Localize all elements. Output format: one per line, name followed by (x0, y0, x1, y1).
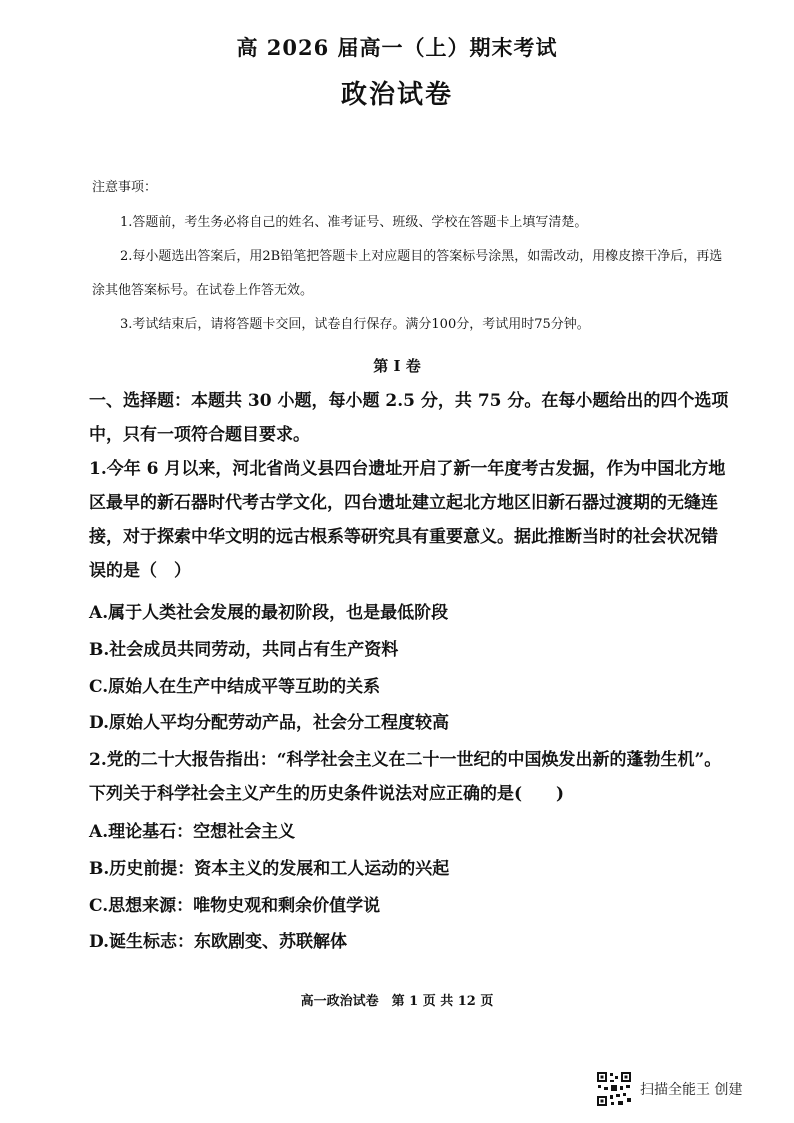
question-option: B.社会成员共同劳动，共同占有生产资料 (89, 640, 399, 660)
question-option: A.理论基石：空想社会主义 (89, 822, 296, 842)
question-stem: 2.党的二十大报告指出：“科学社会主义在二十一世纪的中国焕发出新的蓬勃生机”。下列关于科学社会主义产生的历史条件说法对应正确的是( ) (89, 750, 722, 804)
note-item: 2.每小题选出答案后，用2B铅笔把答题卡上对应题目的答案标号涂黑，如需改动，用橡皮擦干净后，再选涂其他答案标号。在试卷上作答无效。 (92, 249, 723, 298)
part-title: 第 I 卷 (373, 357, 421, 375)
question-option: D.原始人平均分配劳动产品，社会分工程度较高 (89, 713, 450, 733)
question-option: B.历史前提：资本主义的发展和工人运动的兴起 (89, 859, 450, 879)
page-footer: 高一政治试卷 第 1 页 共 12 页 (300, 994, 494, 1009)
note-item: 1.答题前，考生务必将自己的姓名、准考证号、班级、学校在答题卡上填写清楚。 (120, 215, 588, 230)
question-option: D.诞生标志：东欧剧变、苏联解体 (89, 932, 348, 952)
scanner-watermark-label: 扫描全能王 创建 (640, 1082, 743, 1098)
question-option: A.属于人类社会发展的最初阶段，也是最低阶段 (89, 603, 449, 623)
qr-code-icon (596, 1071, 632, 1107)
question-option: C.原始人在生产中结成平等互助的关系 (89, 677, 381, 697)
question-option: C.思想来源：唯物史观和剩余价值学说 (89, 896, 381, 916)
notes-heading: 注意事项： (92, 180, 158, 195)
exam-title: 高 2026 届高一（上）期末考试 (236, 35, 558, 60)
exam-subtitle: 政治试卷 (340, 80, 453, 110)
scanner-watermark (596, 1071, 742, 1107)
question-stem: 1.今年 6 月以来，河北省尚义县四台遗址开启了新一年度考古发掘，作为中国北方地区最早的新石器时代考古学文化，四台遗址建立起北方地区旧新石器过渡期的无缝连接，对于探索中华文明的远古根系等研究具有重要意义。据此推断当时的社会状况错误的是（ ） (89, 459, 726, 581)
section-instruction: 一、选择题：本题共 30 小题，每小题 2.5 分，共 75 分。在每小题给出的四个选项中，只有一项符合题目要求。 (89, 391, 729, 445)
note-item: 3.考试结束后，请将答题卡交回，试卷自行保存。满分100分，考试用时75分钟。 (120, 317, 590, 332)
